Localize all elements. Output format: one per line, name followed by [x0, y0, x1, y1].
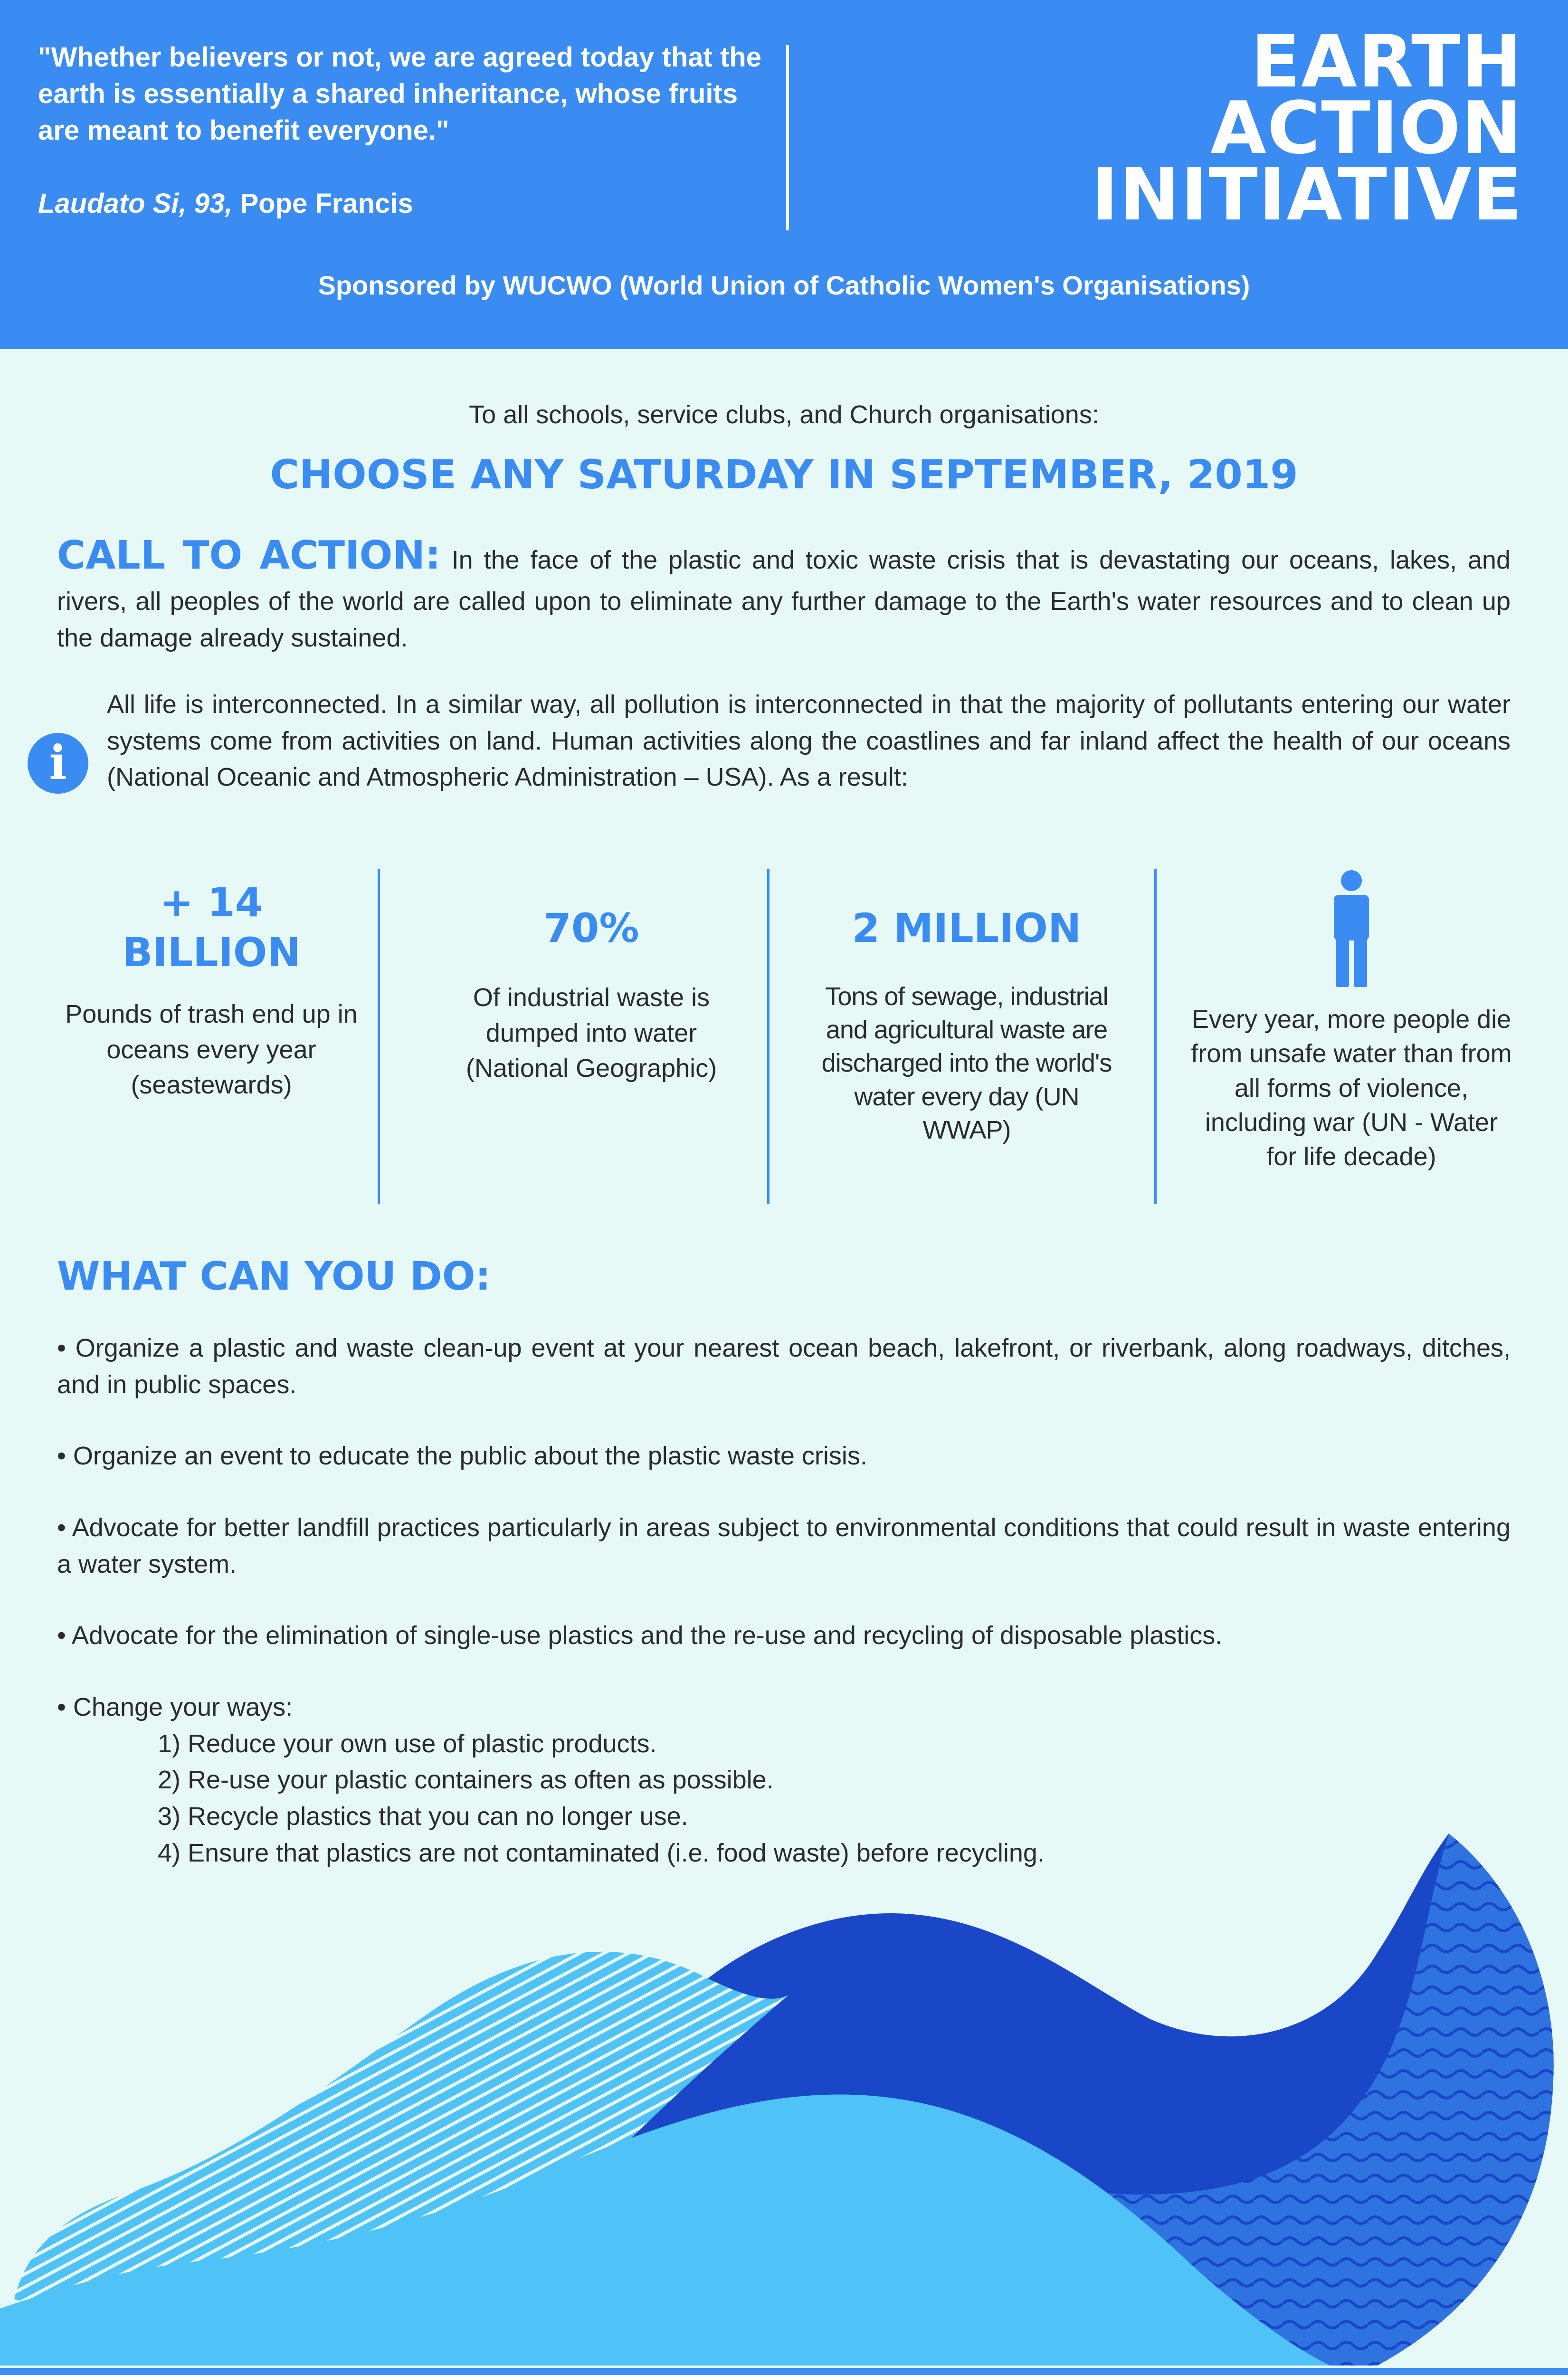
change-item: 1) Reduce your own use of plastic products. [158, 1729, 657, 1758]
quote-text: "Whether believers or not, we are agreed today that the earth is essentially a shared inheritance, whose fruits are meant to benefit everyone." [38, 42, 761, 146]
action-list [57, 1330, 1511, 1871]
stat-trash-oceans [45, 869, 378, 1206]
audience-line: To all schools, service clubs, and Church organisations: [469, 400, 1099, 429]
date-headline: CHOOSE ANY SATURDAY IN SEPTEMBER, 2019 [270, 451, 1298, 498]
action-item: • Organize a plastic and waste clean-up event at your nearest ocean beach, lakefront, or riverbank, along roadways, ditches, and in public spaces. [57, 1334, 1511, 1399]
stat-sewage [800, 869, 1133, 1206]
stat-description: Every year, more people die from unsafe water than from all forms of violence, including war (UN - Water for life decade) [1191, 1005, 1512, 1171]
header-banner [0, 0, 1568, 349]
quote-citation [38, 188, 413, 219]
call-to-action [57, 528, 1511, 656]
change-item: 3) Recycle plastics that you can no longer use. [158, 1802, 688, 1831]
stat-unsafe-water [1185, 869, 1518, 1206]
brand-line-2: ACTION [1210, 86, 1523, 170]
stat-value-line-1: + 14 [160, 879, 263, 926]
change-item: 2) Re-use your plastic containers as often as possible. [158, 1766, 774, 1795]
stat-description: Tons of sewage, industrial and agricultural waste are discharged into the world's water every day (UN WWAP) [821, 982, 1112, 1144]
cta-text: In the face of the plastic and toxic waste crisis that is devastating our oceans, lakes, and rivers, all peoples of the world are called upon to eliminate any further damage to the Earth's water resources and to clean up the damage already sustained. [57, 546, 1511, 653]
person-icon [1330, 869, 1373, 988]
footer-bar [0, 2368, 1568, 2375]
change-heading: • Change your ways: [57, 1693, 293, 1722]
info-icon: i [28, 733, 88, 794]
stat-description: Of industrial waste is dumped into water (National Geographic) [466, 983, 717, 1083]
change-item: 4) Ensure that plastics are not contaminated (i.e. food waste) before recycling. [158, 1838, 1045, 1867]
stats-row [45, 869, 1522, 1206]
brand-line-3: INITIATIVE [1091, 152, 1523, 237]
stat-divider [767, 869, 770, 1204]
brand-title [1091, 19, 1523, 237]
stat-description: Pounds of trash end up in oceans every year (seastewards) [65, 1000, 358, 1100]
header-divider [786, 45, 789, 230]
action-item: • Organize an event to educate the public about the plastic waste crisis. [57, 1442, 867, 1471]
stat-value-line-2: BILLION [122, 929, 301, 976]
sponsor-line: Sponsored by WUCWO (World Union of Catholic Women's Organisations) [318, 270, 1250, 300]
citation-title: Laudato Si, 93, [38, 188, 233, 219]
cta-heading: CALL TO ACTION: [57, 533, 441, 578]
info-paragraph: All life is interconnected. In a similar way, all pollution is interconnected in that the majority of pollutants entering our water systems come from activities on land. Human activities along the coastlines and far inland affect the health of our oceans (National Oceanic and Atmospheric Administration – USA). As a result: [107, 690, 1511, 792]
action-item: • Advocate for the elimination of single-use plastics and the re-use and recycling of disposable plastics. [57, 1621, 1223, 1650]
stat-value: 2 MILLION [852, 905, 1082, 951]
stat-value: 70% [543, 905, 639, 951]
stat-value [45, 878, 378, 978]
wave-illustration [0, 1834, 1568, 2366]
stat-industrial-waste [425, 869, 758, 1206]
stat-divider [378, 869, 380, 1204]
what-can-you-do-heading: WHAT CAN YOU DO: [57, 1254, 491, 1299]
stat-divider [1154, 869, 1157, 1204]
citation-author: Pope Francis [240, 188, 413, 219]
brand-line-1: EARTH [1251, 19, 1523, 104]
action-item: • Advocate for better landfill practices particularly in areas subject to environmental conditions that could result in waste entering a water system. [57, 1513, 1511, 1578]
